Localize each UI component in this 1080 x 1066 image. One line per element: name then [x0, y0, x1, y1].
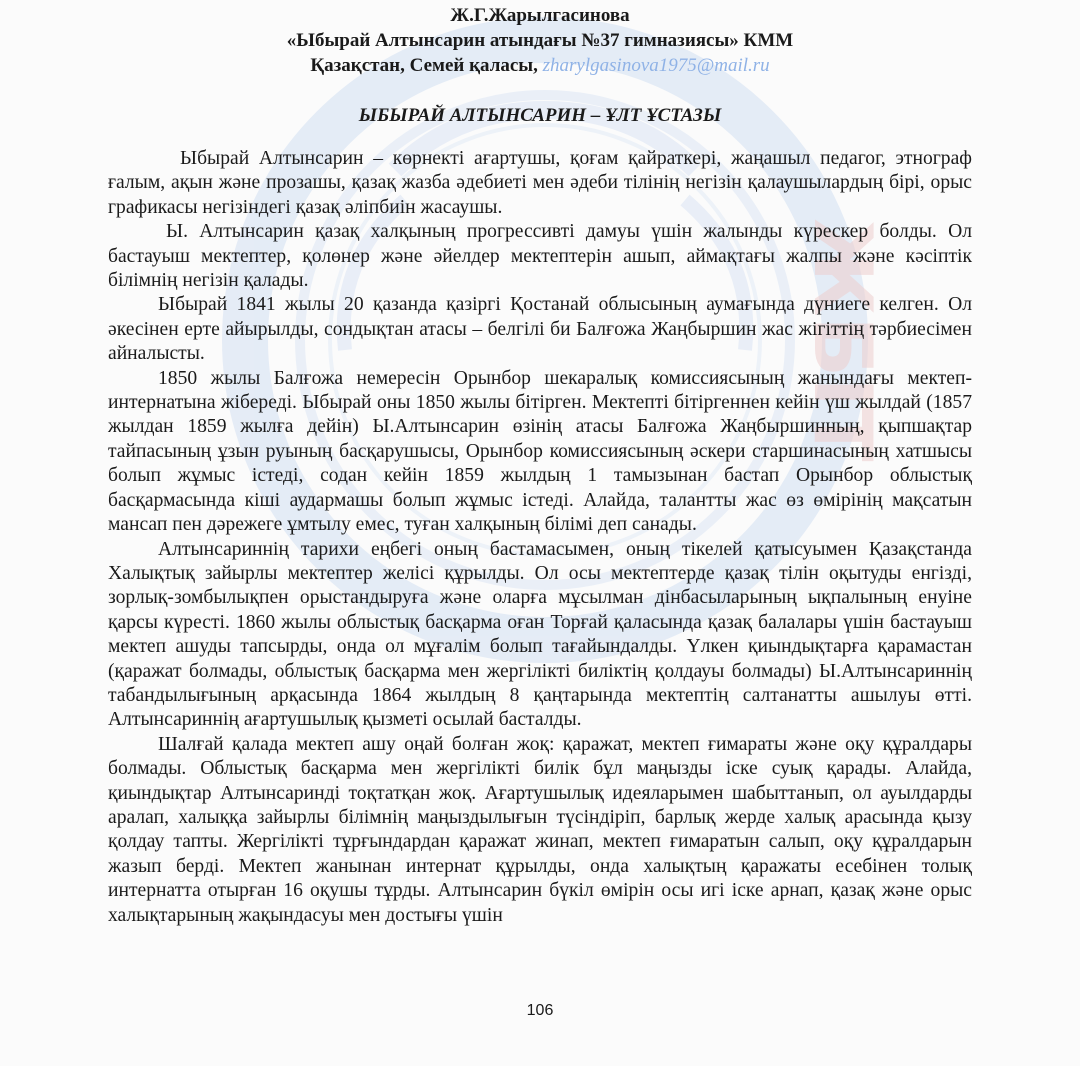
location-text: Қазақстан, Семей қаласы, — [310, 55, 538, 76]
article-header — [108, 0, 972, 78]
article-title: ЫБЫРАЙ АЛТЫНСАРИН – ҰЛТ ҰСТАЗЫ — [358, 105, 722, 126]
paragraph: Шалғай қалада мектеп ашу оңай болған жоқ: қаражат, мектеп ғимараты және оқу құралдары болмады. Облыстық басқарма мен жергілікті билік бұл маңызды іске суық қарады. Алайда, қиындықтар Алтынсаринді тоқтатқан жоқ. Ағартушылық идеяларымен шабыттанып, ол ауылдарды аралап, халыққа зайырлы білімнің маңыздылығын түсіндіріп, барлық жерде халық арасында қызу қолдау тапты. Жергілікті тұрғындардан қаражат жинап, мектеп ғимаратын салып, оқу құралдарын жазып берді. Мектеп жанынан интернат құрылды, онда халықтың қаражаты есебінен толық интернатта отырған 16 оқушы тұрды. Алтынсарин бүкіл өмірін осы игі іске арнап, қазақ және орыс халықтарының жақындасуы мен достығы үшін — [108, 733, 972, 926]
email-link[interactable]: zharylgasinova1975@mail.ru — [542, 55, 770, 76]
paragraph: Алтынсариннің тарихи еңбегі оның бастамасымен, оның тікелей қатысуымен Қазақстанда Халықтық зайырлы мектептер желісі құрылды. Ол осы мектептерде қазақ тілін оқытуды енгізді, зорлық-зомбылықпен орыстандыруға және оларға мұсылман дінбасыларының ықпалының енуіне қарсы күресті. 1860 жылы облыстық басқарма оған Торғай қаласында қазақ балалары үшін бастауыш мектеп ашуды тапсырды, онда ол мұғалім болып тағайындалды. Үлкен қиындықтарға қарамастан (қаражат болмады, облыстық басқарма мен жергілікті биліктің қолдауы болмады) Ы.Алтынсариннің табандылығының арқасында 1864 жылдың 8 қаңтарында мектептің салтанатты ашылуы өтті. Алтынсариннің ағартушылық қызметі осылай басталды. — [108, 538, 972, 731]
paragraph: Ы. Алтынсарин қазақ халқының прогрессивті дамуы үшін жалынды күрескер болды. Ол бастауыш мектептер, қолөнер және әйелдер мектептерін ашып, аймақтағы жалпы және кәсіптік білімнің негізін қалады. — [108, 221, 972, 292]
paragraph: Ыбырай Алтынсарин – көрнекті ағартушы, қоғам қайраткері, жаңашыл педагог, этнограф ғалым, ақын және прозашы, қазақ жазба әдебиеті мен әдеби тілінің негізін қалаушылардың бірі, орыс графикасы негізіндегі қазақ әліпбиін жасаушы. — [108, 148, 972, 218]
paragraph: Ыбырай 1841 жылы 20 қазанда қазіргі Қостанай облысының аумағында дүниеге келген. Ол әкесінен ерте айырылды, сондықтан атасы – белгілі би Балғожа Жаңбыршин жас жігіттің тәрбиесімен айналысты. — [108, 294, 972, 365]
article-body — [108, 147, 972, 928]
paragraph: 1850 жылы Балғожа немересін Орынбор шекаралық комиссиясының жанындағы мектеп-интернатына жібереді. Ыбырай оны 1850 жылы бітірген. Мектепті бітіргеннен кейін үш жылдай (1857 жылдан 1859 жылға дейін) Ы.Алтынсарин өзінің атасы Балғожа Жаңбыршинның, қыпшақтар тайпасының ұзын руының басқарушысы, Орынбор комиссиясының әскери старшинасының хатшысы болып жұмыс істеді, содан кейін 1859 жылдың 1 тамызынан бастап Орынбор облыстық басқармасында кіші аудармашы болып жұмыс істеді. Алайда, талантты жас өз өмірінің мақсатын мансап пен дәрежеге ұмтылу емес, туған халқының білімі деп санады. — [108, 367, 972, 536]
watermark-text: ЖБІТ — [796, 218, 889, 462]
page-number: 106 — [526, 1002, 554, 1019]
author-name: Ж.Г.Жарылгасинова — [450, 5, 630, 26]
location-line — [108, 53, 972, 78]
school-name: «Ыбырай Алтынсарин атындағы №37 гимназиясы» КММ — [286, 30, 794, 51]
